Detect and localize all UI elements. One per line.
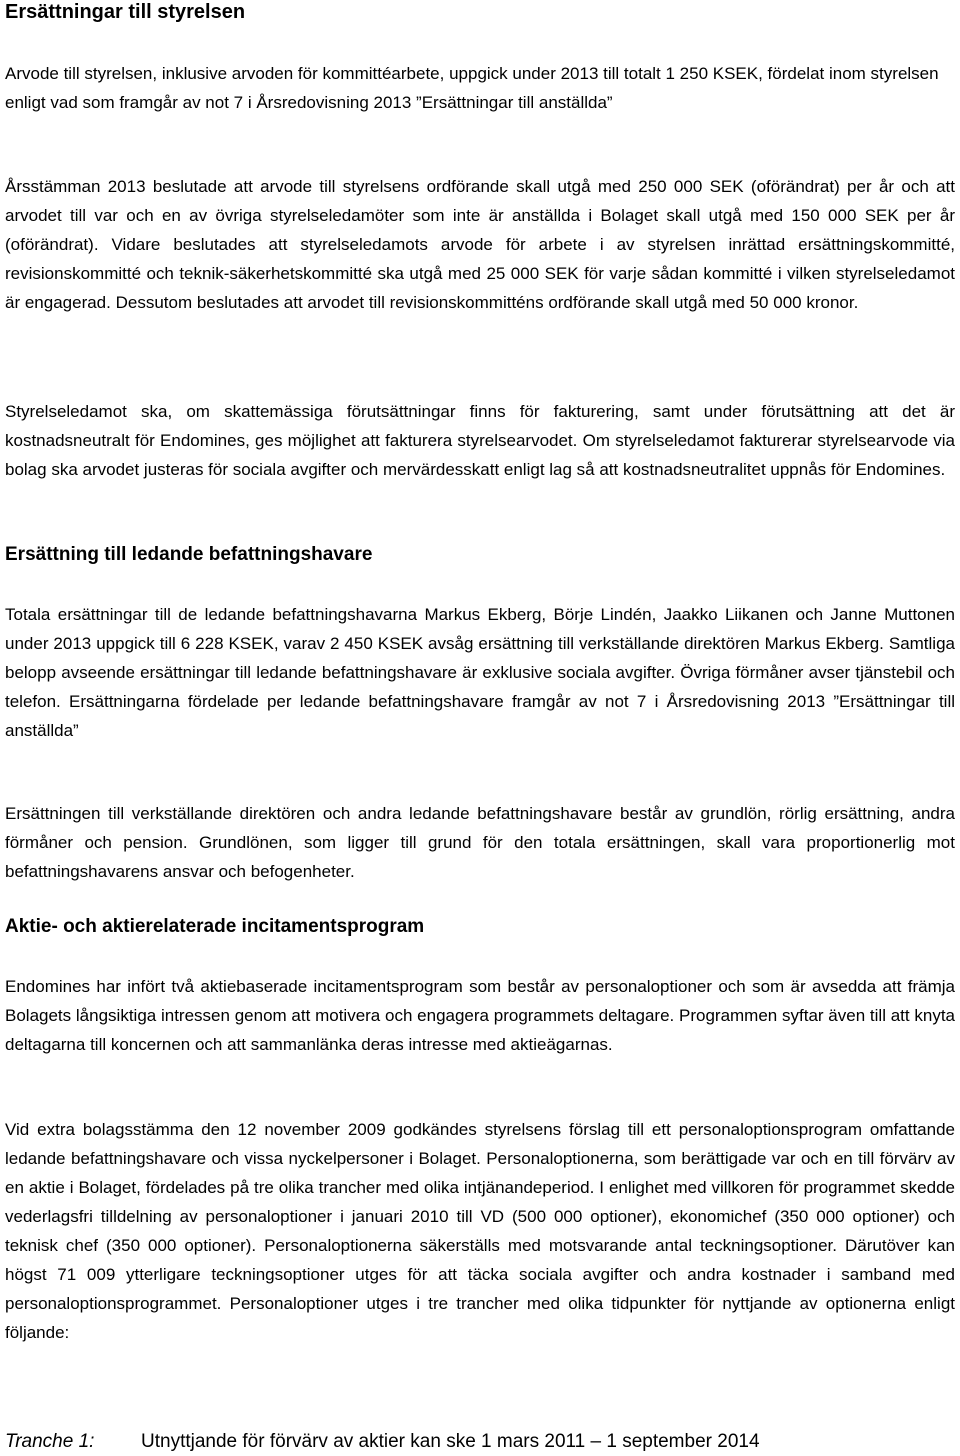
paragraph-agm-decision: Årsstämman 2013 beslutade att arvode till styrelsens ordförande skall utgå med 250 000 SEK (oförändrat) per år och att arvodet till var och en av övriga styrelseledamöter som inte är anställda i Bolaget skall utgå med 150 000 SEK per år (oförändrat). Vidare beslutades att styrelseledamots arvode för arbete i av styrelsen inrättad ersättningskommitté, revisionskommitté och teknik-säkerhetskommitté ska utgå med 25 000 SEK för varje sådan kommitté i vilken styrelseledamot är engagerad. Dessutom beslutades att arvodet till revisionskommitténs ordförande skall utgå med 50 000 kronor. <box>5 177 955 312</box>
section-title-board-remuneration: Ersättningar till styrelsen <box>5 1 246 23</box>
paragraph-invoicing: Styrelseledamot ska, om skattemässiga förutsättningar finns för fakturering, samt under förutsättning att det är kostnadsneutralt för Endomines, ges möjlighet att fakturera styrelsearvodet. Om styrelseledamot fakturerar styrelsearvode via bolag ska arvodet justeras för sociala avgifter och mervärdesskatt enligt lag så att kostnadsneutralitet uppnås för Endomines. <box>5 402 955 479</box>
paragraph-executive-totals: Totala ersättningar till de ledande befattningshavarna Markus Ekberg, Börje Lindén, Jaakko Liikanen och Janne Muttonen under 2013 uppgick till 6 228 KSEK, varav 2 450 KSEK avsåg ersättning till verkställande direktören Markus Ekberg. Samtliga belopp avseende ersättningar till ledande befattningshavare är exklusive sociala avgifter. Övriga förmåner avser tjänstebil och telefon. Ersättningarna fördelade per ledande befattningshavare framgår av not 7 i Årsredovisning 2013 ”Ersättningar till anställda” <box>5 605 955 740</box>
tranche-1-text: Utnyttjande för förvärv av aktier kan ske 1 mars 2011 – 1 september 2014 <box>141 1431 760 1452</box>
paragraph-option-program: Vid extra bolagsstämma den 12 november 2009 godkändes styrelsens förslag till ett personaloptionsprogram omfattande ledande befattningshavare och vissa nyckelpersoner i Bolaget. Personaloptionerna, som berättigade var och en till förvärv av en aktie i Bolaget, fördelades på tre olika trancher med olika intjänandeperiod. I enlighet med villkoren för programmet skedde vederlagsfri tilldelning av personaloptioner i januari 2010 till VD (500 000 optioner), ekonomichef (350 000 optioner) och teknisk chef (350 000 optioner). Personaloptionerna säkerställs med motsvarande antal teckningsoptioner. Därutöver kan högst 71 009 ytterligare teckningsoptioner utges för att täcka sociala avgifter och andra kostnader i samband med personaloptionsprogrammet. Personaloptioner utges i tre trancher med olika tidpunkter för nyttjande av optionerna enligt följande: <box>5 1120 955 1342</box>
tranche-1-label: Tranche 1: <box>5 1431 95 1452</box>
heading-incentive-programs: Aktie- och aktierelaterade incitamentsprogram <box>5 916 425 937</box>
paragraph-board-fees: Arvode till styrelsen, inklusive arvoden för kommittéarbete, uppgick under 2013 till totalt 1 250 KSEK, fördelat inom styrelsen enligt vad som framgår av not 7 i Årsredovisning 2013 ”Ersättningar till anställda” <box>5 64 939 112</box>
heading-executive-remuneration: Ersättning till ledande befattningshavare <box>5 544 373 565</box>
paragraph-remuneration-components: Ersättningen till verkställande direktören och andra ledande befattningshavare består av grundlön, rörlig ersättning, andra förmåner och pension. Grundlönen, som ligger till grund för den totala ersättningen, skall vara proportionerlig mot befattningshavarens ansvar och befogenheter. <box>5 804 955 881</box>
tranche-1-row <box>5 1428 760 1456</box>
paragraph-incentive-overview: Endomines har infört två aktiebaserade incitamentsprogram som består av personaloptioner och som är avsedda att främja Bolagets långsiktiga intressen genom att motivera och engagera programmets deltagare. Programmen syftar även till att knyta deltagarna till koncernen och att sammanlänka deras intresse med aktieägarnas. <box>5 977 955 1054</box>
